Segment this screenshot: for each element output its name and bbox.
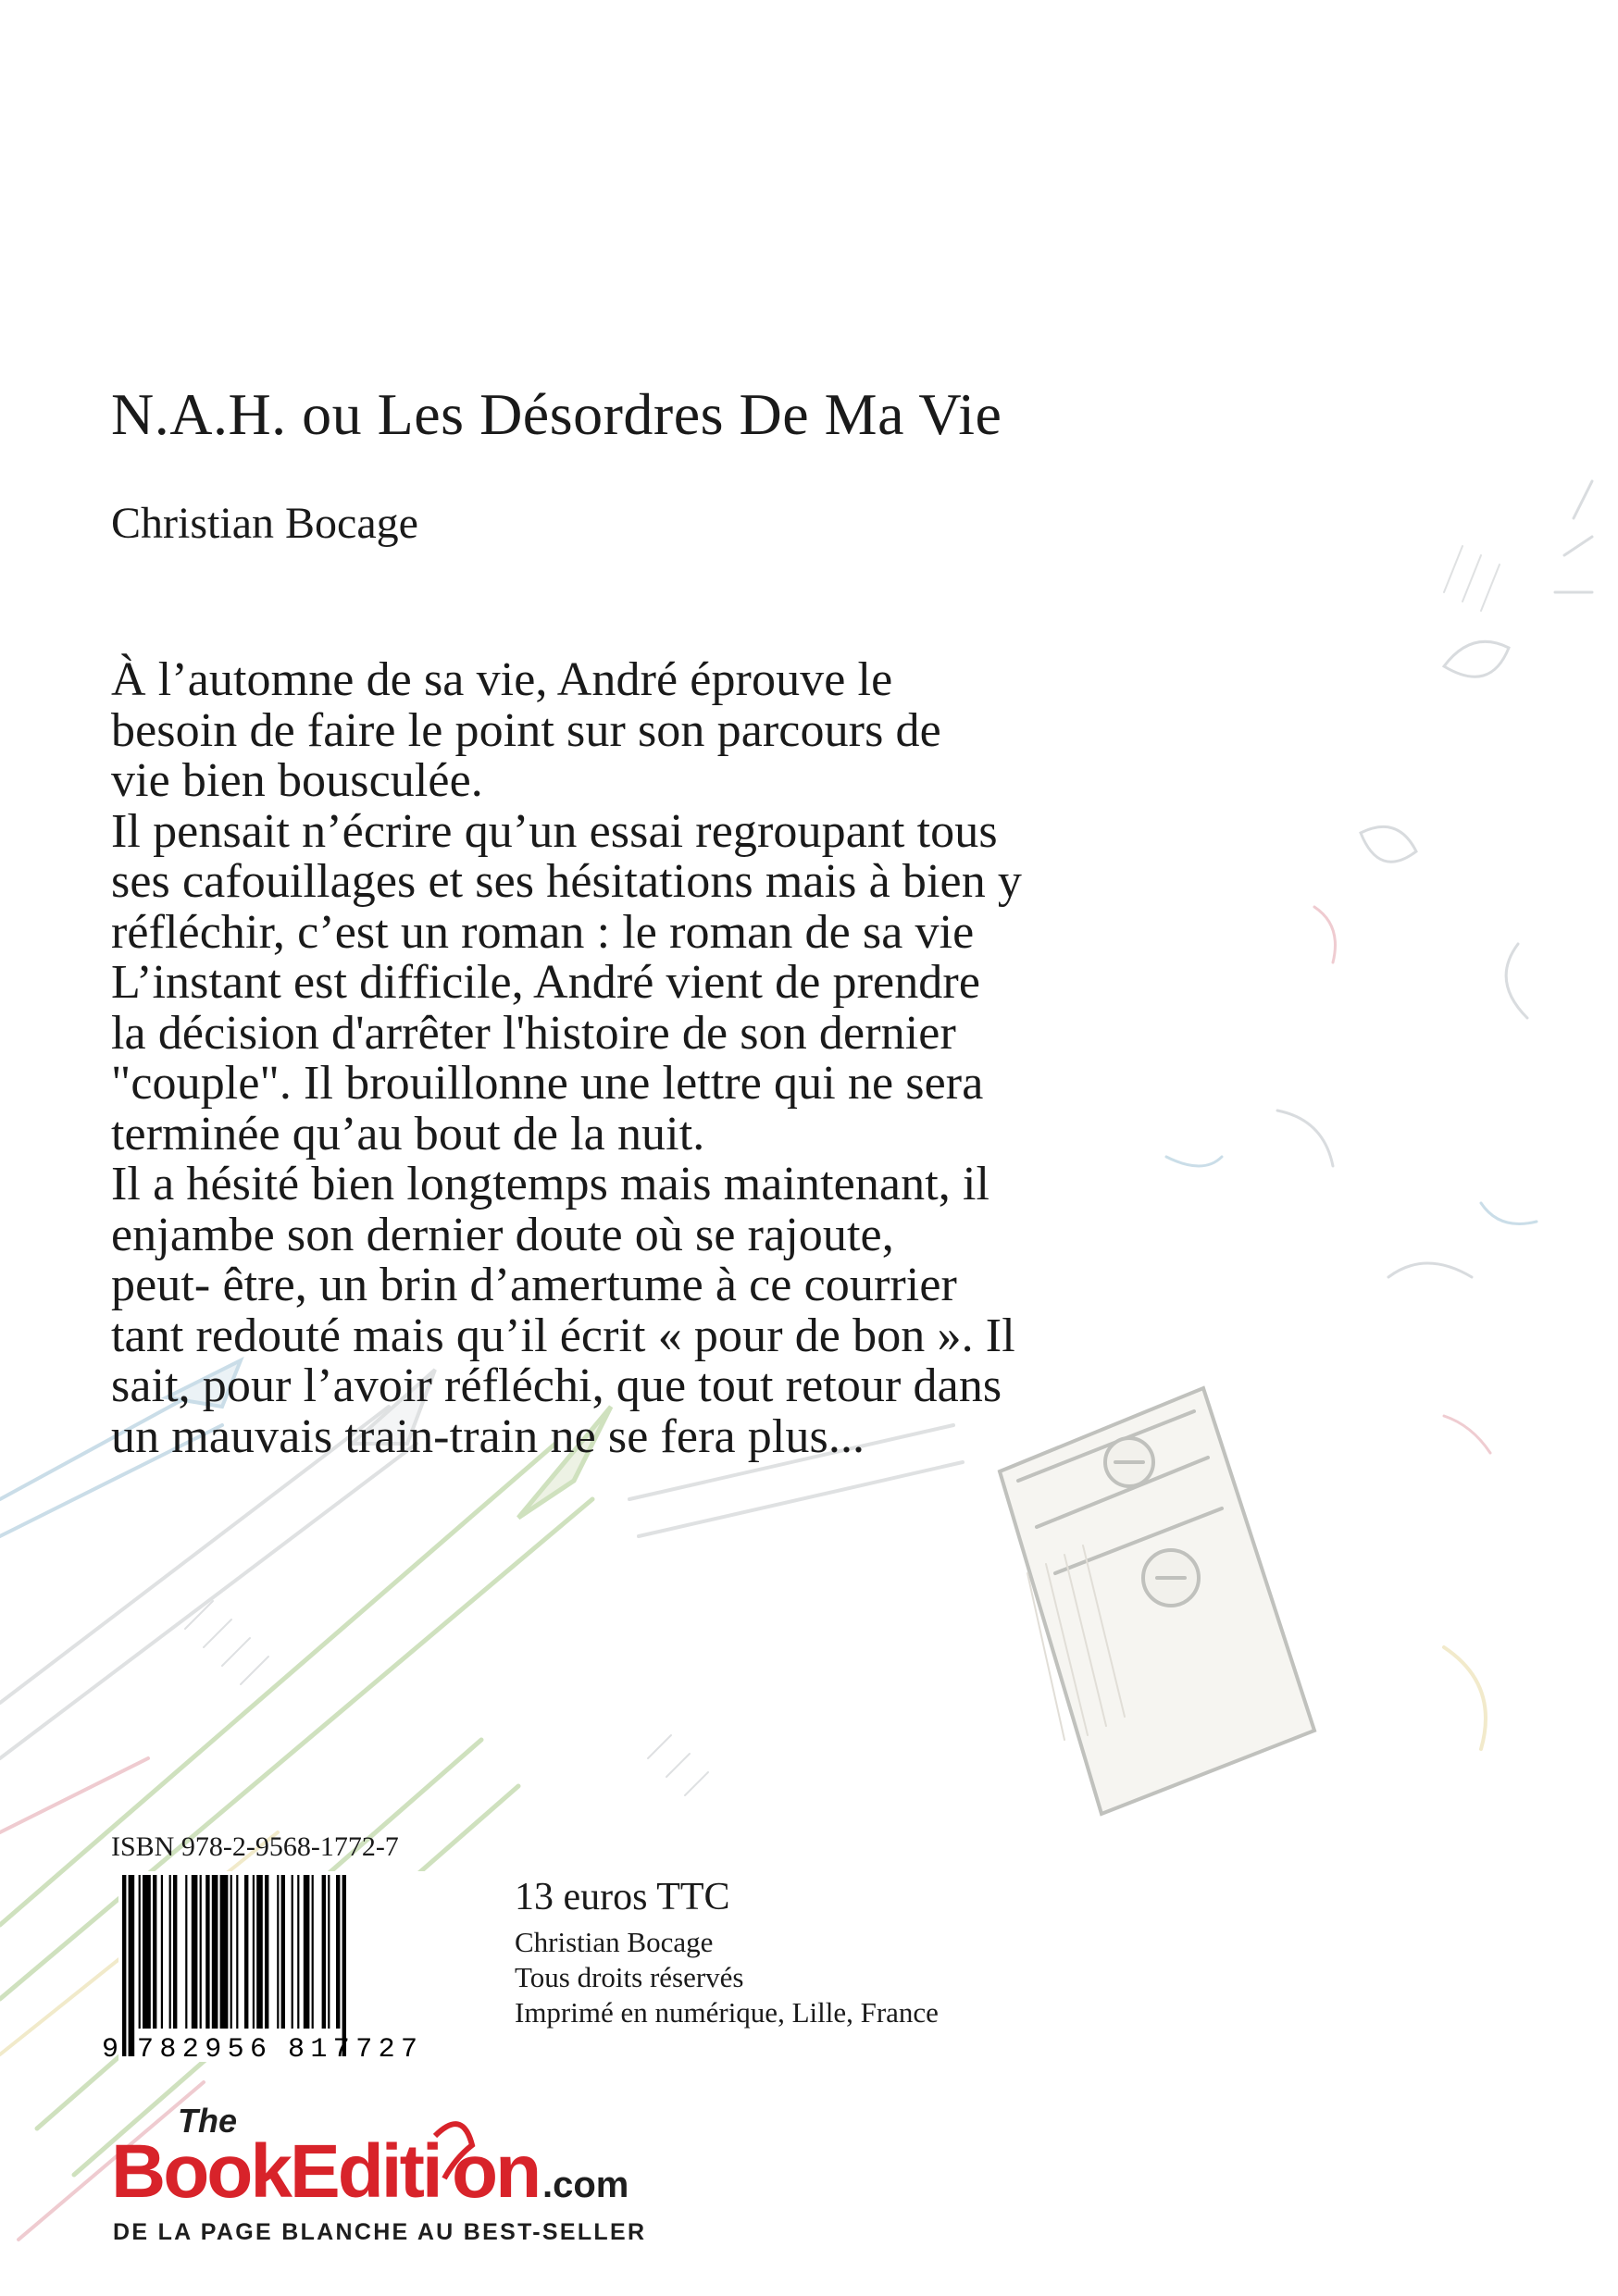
barcode-bar: [129, 1875, 135, 2056]
barcode-bar: [169, 1875, 171, 2029]
barcode-bar: [322, 1875, 326, 2029]
barcode-bar: [297, 1875, 299, 2029]
barcode-bar: [185, 1875, 187, 2029]
back-cover-blurb: [111, 655, 1222, 1462]
barcode-bar: [143, 1875, 151, 2029]
logo-dotcom: .com: [542, 2165, 629, 2205]
barcode-bar: [200, 1875, 202, 2029]
barcode-digits-left: 782956: [137, 2034, 267, 2062]
barcode-bar: [205, 1875, 209, 2029]
blurb-line: vie bien bousculée.: [111, 754, 483, 807]
barcode-bar: [277, 1875, 279, 2029]
blurb-line: L’instant est difficile, André vient de prendre: [111, 956, 980, 1009]
barcode-bar: [336, 1875, 340, 2029]
blurb-line: besoin de faire le point sur son parcours de: [111, 703, 941, 757]
barcode-bar: [292, 1875, 293, 2029]
blurb-line: enjambe son dernier doute où se rajoute,: [111, 1208, 894, 1261]
barcode-bar: [328, 1875, 330, 2029]
book-author: Christian Bocage: [111, 499, 418, 548]
barcode-bar: [139, 1875, 141, 2029]
barcode-bar: [122, 1875, 126, 2056]
blurb-line: sait, pour l’avoir réfléchi, que tout retour dans: [111, 1359, 1002, 1412]
barcode-digit-lead: 9: [102, 2034, 119, 2062]
blurb-line: Il pensait n’écrire qu’un essai regroupant tous: [111, 804, 998, 858]
thebookedition-logo: [109, 2099, 665, 2261]
barcode-bar: [342, 1875, 346, 2056]
blurb-line: ses cafouillages et ses hésitations mais à bien y: [111, 855, 1022, 908]
imprint-rights: Tous droits réservés: [515, 1961, 744, 1993]
logo-bookediti: BookEditi: [111, 2129, 441, 2214]
barcode-digits-right: 817727: [288, 2034, 417, 2062]
blurb-line: réfléchir, c’est un roman : le roman de sa vie: [111, 905, 975, 959]
barcode-bar: [253, 1875, 255, 2029]
blurb-line: "couple". Il brouillonne une lettre qui ne sera: [111, 1057, 984, 1110]
blurb-line: tant redouté mais qu’il écrit « pour de bon ». Il: [111, 1309, 1015, 1362]
blurb-line: peut- être, un brin d’amertume à ce courrier: [111, 1259, 957, 1311]
logo-the: The: [178, 2102, 238, 2140]
blurb-line: À l’automne de sa vie, André éprouve le: [111, 653, 893, 706]
barcode-bar: [304, 1875, 310, 2029]
barcode-bar: [312, 1875, 314, 2029]
imprint-author: Christian Bocage: [515, 1926, 714, 1958]
barcode-bar: [236, 1875, 238, 2029]
price-label: 13 euros TTC: [515, 1876, 730, 1918]
barcode-bar: [281, 1875, 285, 2029]
logo-tagline: DE LA PAGE BLANCHE AU BEST-SELLER: [113, 2219, 644, 2245]
ean13-barcode: [100, 1871, 448, 2062]
blurb-line: Il a hésité bien longtemps mais maintenant, il: [111, 1158, 990, 1210]
barcode-bar: [173, 1875, 177, 2029]
barcode-bar: [220, 1875, 229, 2029]
barcode-bar: [212, 1875, 218, 2029]
barcode-bar: [161, 1875, 163, 2029]
blurb-line: un mauvais train-train ne se fera plus...: [111, 1409, 865, 1463]
imprint-printing: Imprimé en numérique, Lille, France: [515, 1996, 939, 2029]
blurb-line: terminée qu’au bout de la nuit.: [111, 1107, 705, 1160]
barcode-bar: [265, 1875, 268, 2029]
book-title: N.A.H. ou Les Désordres De Ma Vie: [111, 381, 1002, 447]
barcode-bar: [256, 1875, 263, 2029]
blurb-line: la décision d'arrêter l'histoire de son dernier: [111, 1006, 956, 1060]
barcode-bar: [244, 1875, 248, 2029]
barcode-bar: [192, 1875, 198, 2029]
logo-on: on: [452, 2129, 540, 2214]
isbn-label: ISBN 978-2-9568-1772-7: [111, 1831, 399, 1862]
imprint-info: [515, 1925, 939, 2030]
barcode-bar: [230, 1875, 232, 2029]
barcode-bar: [153, 1875, 156, 2029]
